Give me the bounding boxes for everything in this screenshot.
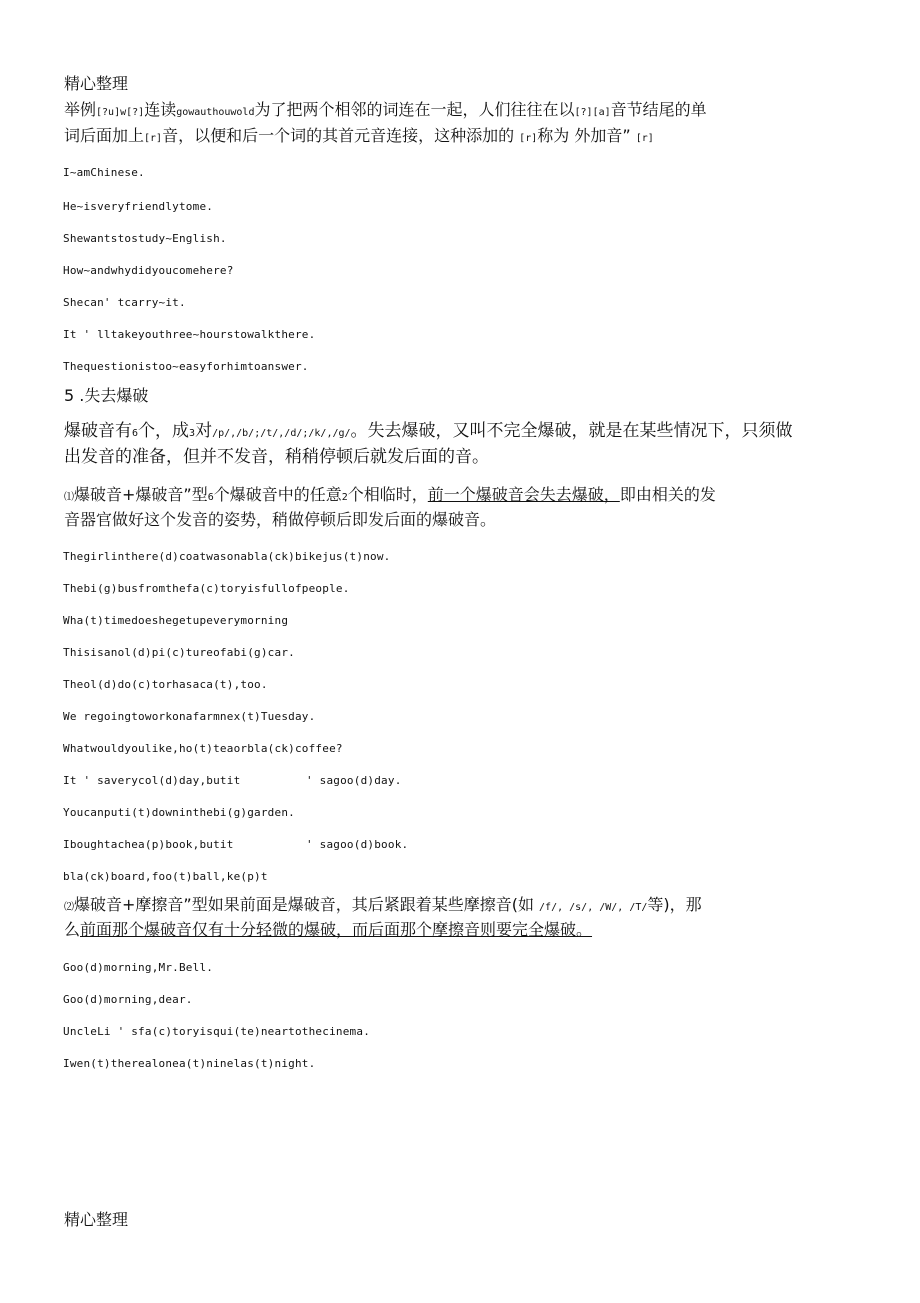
rule-text: 爆破音+摩擦音”型如果前面是爆破音，其后紧跟着某些摩擦音(如	[74, 895, 540, 914]
example-line: Iwen(t)therealonea(t)ninelas(t)night.	[63, 1057, 316, 1070]
rule2-line-1	[64, 893, 702, 920]
rule-text: 即由相关的发	[619, 485, 716, 504]
para-text: 爆破音有	[64, 421, 132, 441]
number: 6	[207, 492, 214, 503]
intro-text: 连读	[144, 100, 177, 119]
rule-text: 爆破音+爆破音”型	[74, 485, 208, 504]
page-header: 精心整理	[64, 74, 129, 93]
phonetic: [r]	[519, 133, 538, 144]
example-line: It ' lltakeyouthree~hourstowalkthere.	[63, 328, 316, 341]
rule-text: 个爆破音中的任意	[213, 485, 342, 504]
phonetic: [r]	[635, 133, 654, 144]
number: 6	[132, 428, 139, 439]
rule-text: 么	[64, 920, 81, 939]
rule2-line-2	[64, 918, 592, 942]
example-line: Youcanputi(t)downinthebi(g)garden.	[63, 806, 295, 819]
phonetic: [r]	[144, 133, 163, 144]
example-line: Thebi(g)busfromthefa(c)toryisfullofpeople.	[63, 582, 350, 595]
example-line: It ' saverycol(d)day,butit	[63, 774, 241, 787]
rule-number: ⑵	[64, 902, 74, 913]
example-line: I~amChinese.	[63, 166, 145, 179]
intro-line-2	[64, 124, 654, 151]
section-heading: 5 .失去爆破	[64, 386, 149, 405]
example-line: He~isveryfriendlytome.	[63, 200, 214, 213]
example-line: Iboughtachea(p)book,butit	[63, 838, 234, 851]
example-line: Thisisanol(d)pi(c)tureofabi(g)car.	[63, 646, 295, 659]
intro-text: 举例	[64, 100, 97, 119]
section5-line-1	[64, 419, 793, 446]
example-line: bla(ck)board,foo(t)ball,ke(p)t	[63, 870, 268, 883]
example-line-tail: ' sagoo(d)day.	[306, 774, 402, 787]
example-line: Wha(t)timedoeshegetupeverymorning	[63, 614, 289, 627]
intro-text: 为了把两个相邻的词连在一起，人们往往在以	[254, 100, 575, 119]
example-line: UncleLi ' sfa(c)toryisqui(te)neartothecinema.	[63, 1025, 371, 1038]
rule1-line-1	[64, 483, 716, 510]
example-line: Shecan' tcarry~it.	[63, 296, 186, 309]
intro-text: 音节结尾的单	[610, 100, 707, 119]
example-line: Theol(d)do(c)torhasaca(t),too.	[63, 678, 268, 691]
phonetic: [?u]w[?]	[96, 107, 145, 118]
section5-line-2: 出发音的准备，但并不发音，稍稍停顿后就发后面的音。	[64, 447, 489, 467]
example-line: Shewantstostudy~English.	[63, 232, 227, 245]
example-line: Thegirlinthere(d)coatwasonabla(ck)bikejus(t)now.	[63, 550, 391, 563]
example-line: How~andwhydidyoucomehere?	[63, 264, 234, 277]
para-text: 。失去爆破，又叫不完全爆破，就是在某些情况下，只须做	[350, 421, 793, 441]
example-line: We regoingtoworkonafarmnex(t)Tuesday.	[63, 710, 316, 723]
underlined-text: 前面那个爆破音仅有十分轻微的爆破，而后面那个摩擦音则要完全爆破。	[80, 920, 593, 939]
phonetic: /f/, /s/, /W/, /T/	[539, 902, 648, 913]
number: 2	[341, 492, 348, 503]
example-line: Goo(d)morning,dear.	[63, 993, 193, 1006]
rule-text: 个相临时，	[347, 485, 428, 504]
para-text: 个，成	[138, 421, 190, 441]
phonetic: /p/,/b/;/t/,/d/;/k/,/g/	[212, 428, 351, 439]
number: 3	[189, 428, 196, 439]
example-line-tail: ' sagoo(d)book.	[306, 838, 409, 851]
phonetic: [?][a]	[574, 107, 611, 118]
example-line: Thequestionistoo~easyforhimtoanswer.	[63, 360, 309, 373]
intro-line-1	[64, 98, 707, 125]
example-line: Goo(d)morning,Mr.Bell.	[63, 961, 214, 974]
rule-text: 等)，那	[647, 895, 702, 914]
para-text: 对	[195, 421, 213, 441]
rule-number: ⑴	[64, 492, 74, 503]
example-line: Whatwouldyoulike,ho(t)teaorbla(ck)coffee?	[63, 742, 343, 755]
rule1-line-2: 音器官做好这个发音的姿势，稍做停顿后即发后面的爆破音。	[64, 510, 497, 529]
intro-text: 称为 外加音”	[537, 126, 631, 145]
page-footer: 精心整理	[64, 1210, 129, 1229]
intro-text: 词后面加上	[64, 126, 145, 145]
phonetic: gowauthouwold	[176, 107, 255, 118]
intro-text: 音，以便和后一个词的其首元音连接，这种添加的	[162, 126, 520, 145]
underlined-text: 前一个爆破音会失去爆破，	[427, 485, 620, 504]
